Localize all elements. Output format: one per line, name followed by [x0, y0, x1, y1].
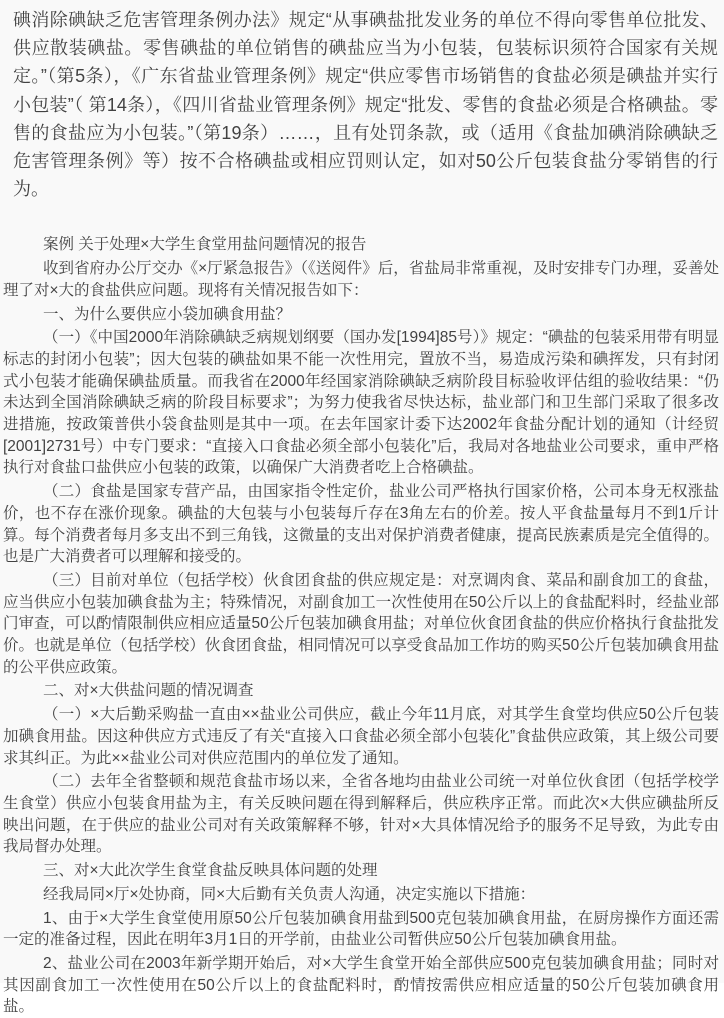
section-2-heading: 二、对×大供盐问题的情况调查 [43, 682, 254, 700]
section-2-paragraph-1: （一）×大后勤采购盐一直由××盐业公司供应，截止今年11月底，对其学生食堂均供应50公斤包装加碘食用盐。因这种供应方式违反了有关“直接入口食盐必须全部小包装化”食盐供应政策，其上级公司要求其纠正。为此××盐业公司对供应范围内的单位发了通知。 [3, 706, 719, 767]
section-2-paragraph-2: （二）去年全省整顿和规范食盐市场以来，全省各地均由盐业公司统一对单位伙食团（包括学校学生食堂）供应小包装食用盐为主，有关反映问题在得到解释后，供应秩序正常。而此次×大供应碘盐所反映出问题，在于供应的盐业公司对有关政策解释不够，针对×大具体情况给予的服务不足导致，为此专由我局督办处理。 [3, 773, 719, 856]
report-body [0, 234, 724, 1018]
section-1-paragraph-2: （二）食盐是国家专营产品，由国家指令性定价，盐业公司严格执行国家价格，公司本身无权涨盐价，也不存在涨价现象。碘盐的大包装与小包装每斤存在3角左右的价差。按人平食盐量每月不到1斤计算。每个消费者每月多支出不到三角钱，这微量的支出对保护消费者健康，提高民族素质是完全值得的。也是广大消费者可以理解和接受的。 [3, 483, 719, 566]
section-3-paragraph-1: 经我局同×厅×处协商，同×大后勤有关负责人沟通，决定实施以下措施： [43, 885, 536, 903]
report-intro-paragraph: 收到省府办公厅交办《×厅紧急报告》（《送阅件》后，省盐局非常重视，及时安排专门办理，妥善处理了对×大的食盐供应问题。现将有关情况报告如下： [3, 260, 719, 299]
section-3-paragraph-2: 1、由于×大学生食堂使用原50公斤包装加碘食用盐到500克包装加碘食用盐，在厨房操作方面还需一定的准备过程，因此在明年3月1日的开学前，由盐业公司暂供应50公斤包装加碘食用盐。 [3, 909, 719, 949]
section-3-paragraph-3: 2、盐业公司在2003年新学期开始后，对×大学生食堂开始全部供应500克包装加碘食用盐；同时对其因副食加工一次性使用在50公斤以上的食盐配料时，酌情按需供应相应适量的50公斤包装加碘食用盐。 [3, 954, 719, 1016]
section-1-heading: 一、为什么要供应小袋加碘食用盐？ [43, 305, 292, 323]
section-1-paragraph-3: （三）目前对单位（包括学校）伙食团食盐的供应规定是：对烹调肉食、菜品和副食加工的食盐，应当供应小包装加碘食盐为主；特殊情况，对副食加工一次性使用在50公斤以上的食盐配料时，经盐业部门审查，可以酌情限制供应相应适量50公斤包装加碘食用盐；对单位伙食团食盐的供应价格执行食盐批发价。也就是单位（包括学校）伙食团食盐，相同情况可以享受食品加工作坊的购买50公斤包装加碘食用盐的公平供应政策。 [3, 571, 719, 676]
report-title: 案例 关于处理×大学生食堂用盐问题情况的报告 [43, 236, 367, 254]
section-3-heading: 三、对×大此次学生食堂食盐反映具体问题的处理 [43, 862, 378, 880]
intro-fragment-paragraph: 碘消除碘缺乏危害管理条例办法》规定“从事碘盐批发业务的单位不得向零售单位批发、供应散装碘盐。零售碘盐的单位销售的碘盐应当为小包装，包装标识须符合国家有关规定。”（第5条），《广东省盐业管理条例》规定“供应零售市场销售的食盐必须是碘盐并实行小包装”（ 第14条），《四川省盐业管理条例》规定“批发、零售的食盐必须是合格碘盐。零售的食盐应为小包装。”（第19条）……，且有处罚条款，或（适用《食盐加碘消除碘缺乏危害管理条例》等）按不合格碘盐或相应罚则认定，如对50公斤包装食盐分零销售的行为。 [13, 10, 718, 200]
section-1-paragraph-1: （一）《中国2000年消除碘缺乏病规划纲要（国办发[1994]85号）》规定：“碘盐的包装采用带有明显标志的封闭小包装”；因大包装的碘盐如果不能一次性用完，置放不当，易造成污染和碘挥发，只有封闭式小包装才能确保碘盐质量。而我省在2000年经国家消除碘缺乏病阶段目标验收评估组的验收结果：“仍未达到全国消除碘缺乏病的阶段目标要求”；为努力使我省尽快达标，盐业部门和卫生部门采取了很多改进措施，按政策普供小袋食盐则是其中一项。在去年国家计委下达2002年食盐分配计划的通知（计经贸[2001]2731号）中专门要求：“直接入口食盐必须全部小包装化”后，我局对各地盐业公司要求，重申严格执行对食盐口盐供应小包装的政策，以确保广大消费者吃上合格碘盐。 [3, 329, 719, 477]
